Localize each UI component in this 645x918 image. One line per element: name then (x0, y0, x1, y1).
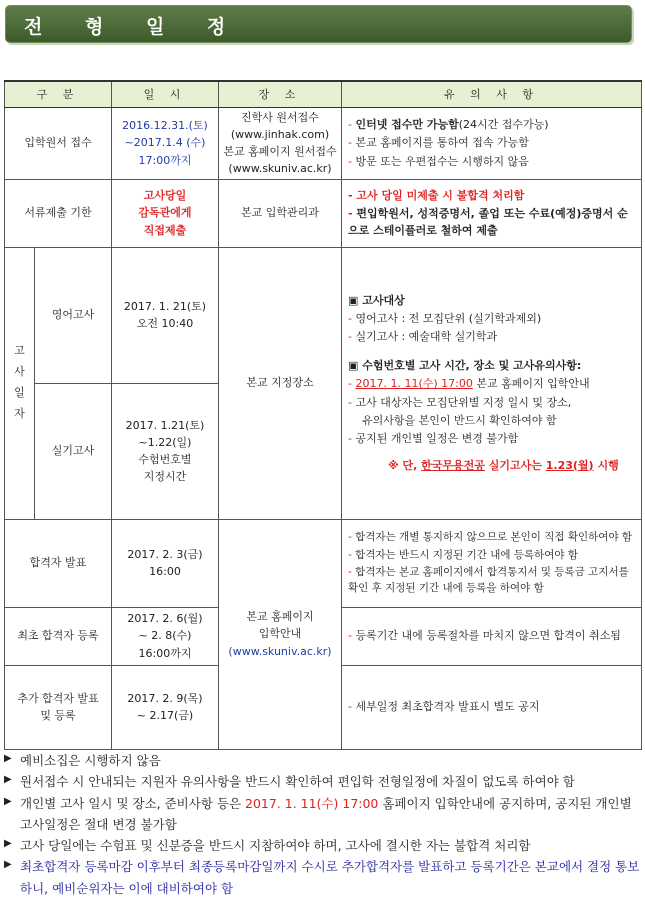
note-line: - 고사 대상자는 모집단위별 지정 일시 및 장소, (348, 395, 572, 409)
date-line: 2017. 2. 3(금) (127, 547, 203, 561)
note-line: - 영어고사 : 전 모집단위 (실기학과제외) (348, 312, 542, 326)
note-line: - 합격자는 반드시 지정된 기간 내에 등록하여야 함 (348, 548, 579, 561)
row-datetime (112, 607, 219, 665)
date-line: 지정시간 (143, 470, 187, 484)
table-row (5, 247, 642, 383)
row-datetime (112, 179, 219, 247)
table-row (5, 107, 642, 179)
row-category: 실기고사 (35, 383, 112, 519)
place-line: 본교 홈페이지 (246, 610, 314, 624)
place-line: 본교 홈페이지 원서접수 (223, 145, 337, 158)
row-place: 본교 입학관리과 (219, 179, 342, 247)
notice-bullets (4, 750, 640, 899)
note-line: - 편입학원서, 성적증명서, 졸업 또는 수료(예정)증명서 순으로 스테이플러로 철하여 제출 (348, 206, 628, 238)
row-datetime (112, 107, 219, 179)
row-category: 합격자 발표 (5, 519, 112, 607)
date-line: 17:00까지 (138, 153, 192, 167)
row-notes (342, 665, 642, 749)
note-line: - 세부일정 최초합격자 발표시 별도 공지 (348, 700, 540, 714)
date-line: 고사당일 (143, 189, 187, 203)
table-row (5, 179, 642, 247)
row-datetime (112, 247, 219, 383)
bullet-item: ▶ 고사 당일에는 수험표 및 신분증을 반드시 지참하여야 하며, 고사에 결시한 자는 불합격 처리함 (4, 835, 640, 856)
row-category: 추가 합격자 발표 및 등록 (5, 665, 112, 749)
row-notes (342, 519, 642, 607)
note-line: - 본교 홈페이지를 통하여 접속 가능함 (348, 136, 529, 150)
row-category: 입학원서 접수 (5, 107, 112, 179)
note-line: - 공지된 개인별 일정은 변경 불가함 (348, 431, 519, 445)
date-line: 직접제출 (143, 223, 187, 237)
header-notes: 유 의 사 항 (342, 81, 642, 107)
date-line: 2016.12.31.(토) (122, 119, 208, 133)
table-header-row (5, 81, 642, 107)
note-line: - 등록기간 내에 등록절차를 마치지 않으면 합격이 취소됨 (348, 629, 621, 643)
date-line: 감독관에게 (138, 206, 192, 220)
date-line: 2017. 2. 9(목) (127, 691, 203, 705)
place-line: (www.skuniv.ac.kr) (228, 162, 332, 176)
note-line: - 합격자는 본교 홈페이지에서 합격통지서 및 등록금 고지서를 확인 후 지정된 기간 내에 등록을 하여야 함 (348, 566, 629, 595)
row-notes (342, 179, 642, 247)
note-heading: ▣ 고사대상 (348, 294, 405, 308)
date-line: ~ 2. 8(수) (138, 629, 192, 643)
table-row (5, 519, 642, 607)
date-line: 오전 10:40 (136, 317, 194, 330)
date-line: 16:00 (149, 565, 181, 578)
date-line: ~2017.1.4 (수) (124, 136, 206, 150)
row-category: 최초 합격자 등록 (5, 607, 112, 665)
row-place (219, 107, 342, 179)
schedule-table (4, 80, 642, 750)
row-category: 영어고사 (35, 247, 112, 383)
note-line: - 실기고사 : 예술대학 실기학과 (348, 330, 498, 344)
row-datetime (112, 519, 219, 607)
place-line: (www.skuniv.ac.kr) (228, 644, 332, 658)
note-line: - 고사 당일 미제출 시 불합격 처리함 (348, 188, 525, 202)
date-line: 16:00까지 (138, 646, 192, 660)
date-line: 2017. 2. 6(월) (127, 612, 203, 626)
exam-group-label: 고 사 일 자 (5, 247, 35, 519)
header-place: 장 소 (219, 81, 342, 107)
bullet-item: ▶ 원서접수 시 안내되는 지원자 유의사항을 반드시 확인하여 편입학 전형일정에 차질이 없도록 하여야 함 (4, 771, 640, 792)
header-category: 구 분 (5, 81, 112, 107)
place-line: 입학안내 (258, 627, 302, 641)
page-title: 전 형 일 정 (24, 16, 244, 38)
row-notes (342, 247, 642, 519)
place-line: 진학사 원서접수 (241, 110, 319, 124)
note-line: - 합격자는 개별 통지하지 않으므로 본인이 직접 확인하여야 함 (348, 531, 633, 544)
row-place: 본교 지정장소 (219, 247, 342, 519)
date-line: 2017. 1. 21(토) (123, 299, 207, 313)
note-line: - 인터넷 접수만 가능함(24시간 접수가능) (348, 118, 549, 132)
row-notes (342, 107, 642, 179)
row-notes (342, 607, 642, 665)
date-line: 수험번호별 (138, 453, 192, 466)
row-datetime (112, 383, 219, 519)
note-line: - 방문 또는 우편접수는 시행하지 않음 (348, 154, 529, 168)
row-datetime (112, 665, 219, 749)
special-note: ※ 단, 한국무용전공 실기고사는 1.23(월) 시행 (388, 458, 619, 472)
date-line: ~ 2.17(금) (136, 709, 194, 722)
date-line: 2017. 1.21(토) (125, 418, 205, 432)
title-bar (5, 5, 632, 43)
date-line: ~1.22(일) (138, 435, 192, 449)
bullet-item: ▶ 최초합격자 등록마감 이후부터 최종등록마감일까지 수시로 추가합격자를 발표하고 등록기간은 본교에서 결정 통보하니, 예비순위자는 이에 대비하여야 함 (4, 856, 640, 899)
note-line: 유의사항을 본인이 반드시 확인하여야 함 (362, 413, 557, 427)
bullet-item: ▶ 예비소집은 시행하지 않음 (4, 750, 640, 771)
note-line: - 2017. 1. 11(수) 17:00 본교 홈페이지 입학안내 (348, 377, 590, 391)
header-datetime: 일 시 (112, 81, 219, 107)
row-place (219, 519, 342, 749)
note-heading: ▣ 수험번호별 고사 시간, 장소 및 고사유의사항: (348, 359, 582, 373)
place-line: (www.jinhak.com) (230, 127, 330, 141)
row-category: 서류제출 기한 (5, 179, 112, 247)
bullet-item: ▶ 개인별 고사 일시 및 장소, 준비사항 등은 2017. 1. 11(수) 17:00 홈페이지 입학안내에 공지하며, 공지된 개인별 고사일정은 절대 변경 불가함 (4, 793, 640, 836)
